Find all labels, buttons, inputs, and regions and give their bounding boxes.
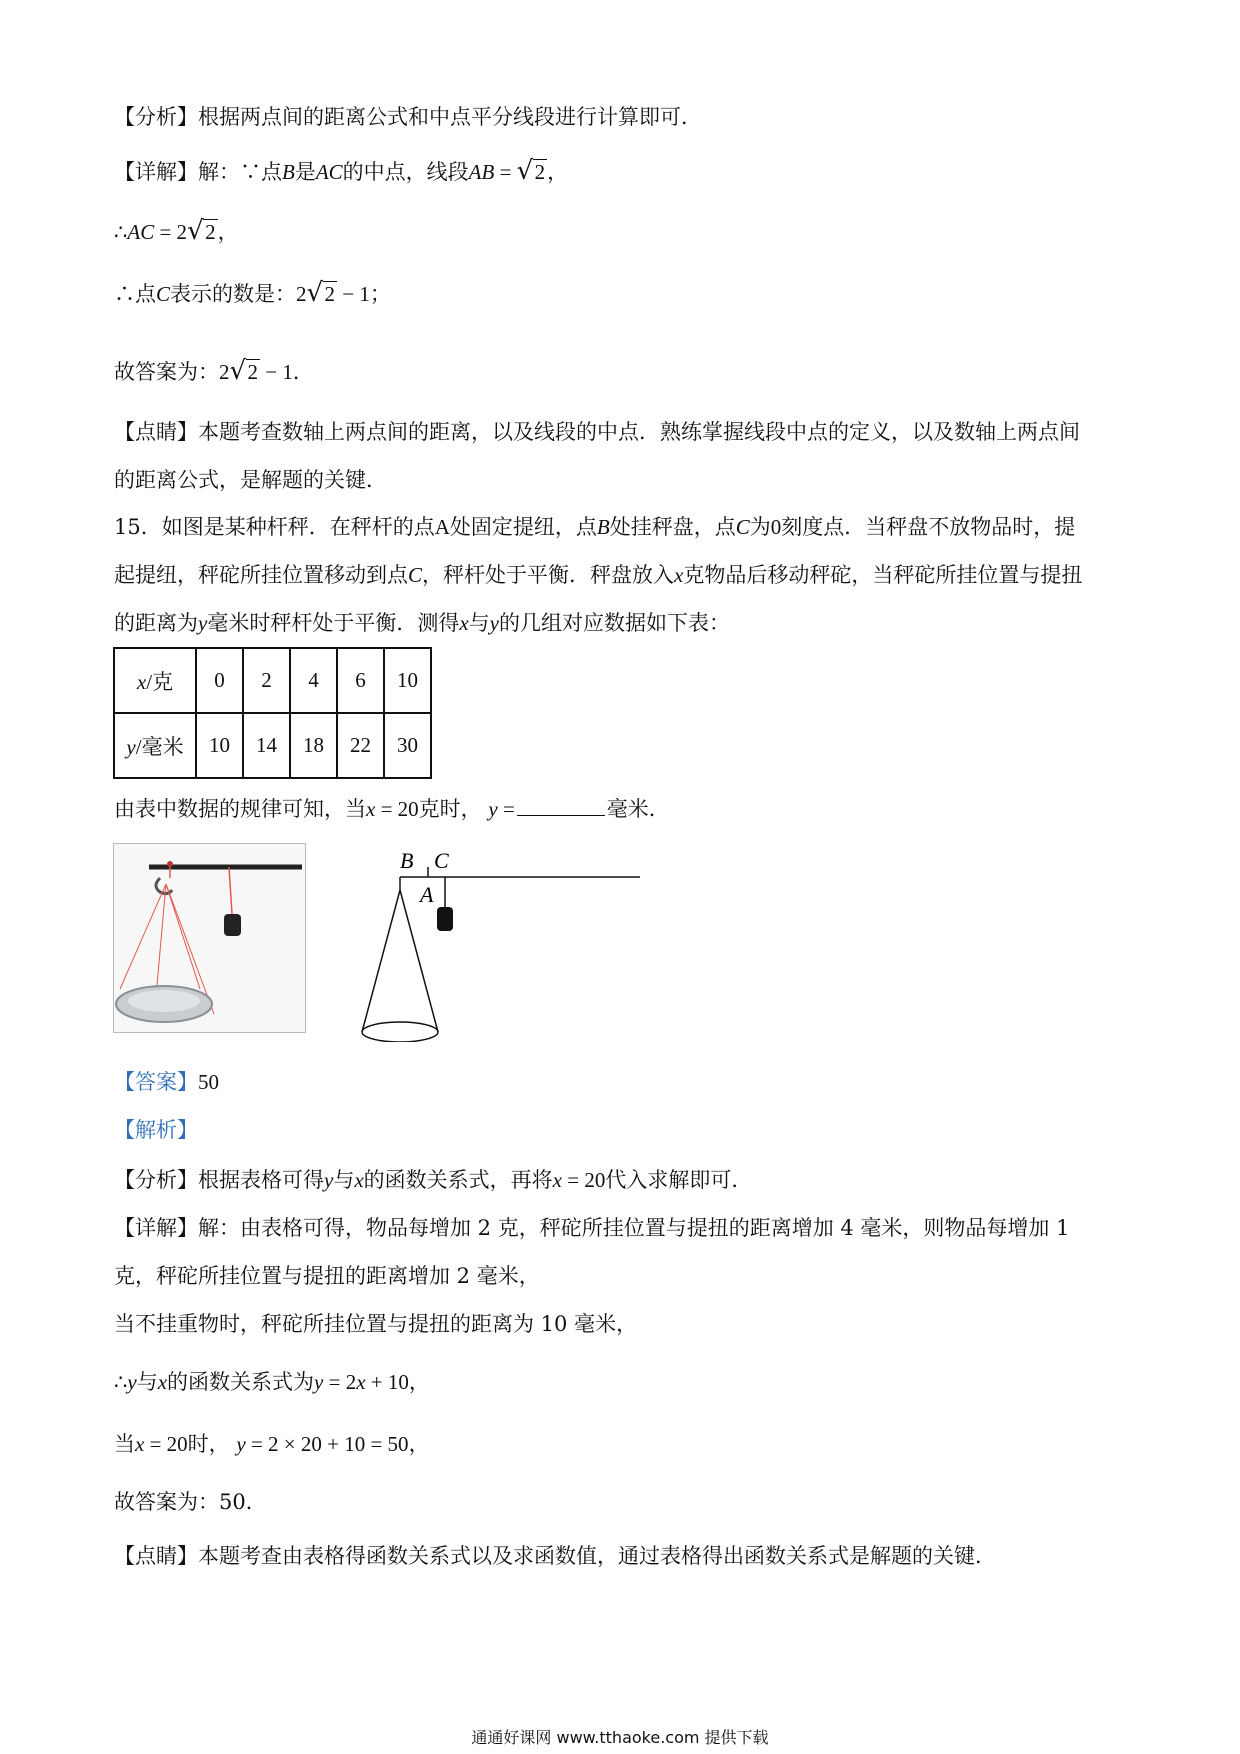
answer-line-15: 故答案为：50． (114, 1490, 267, 1514)
data-table (113, 647, 432, 779)
label-b: B (400, 848, 414, 873)
detail-line-3: ∴点C表示的数是：2 √ 2 − 1； (114, 278, 391, 308)
sqrt-symbol: √ 2 (516, 156, 546, 186)
question-15-ask: 由表中数据的规律可知，当x = 20克时， y = 毫米． (114, 797, 670, 821)
explanation-heading: 【解析】 (114, 1118, 198, 1142)
question-15-line-1: 15．如图是某种杆秤．在秤杆的点A处固定提纽，点B处挂秤盘，点C为0刻度点．当秤盘不放物品时，提 (114, 515, 1076, 539)
detail-line-15-4: ∴y与x的函数关系式为y = 2x + 10， (114, 1370, 430, 1394)
detail-line-1: 【详解】解：∵点B是AC的中点，线段AB = √ 2， (114, 156, 569, 186)
detail-line-15-2: 克，秤砣所挂位置与提扭的距离增加 2 毫米， (114, 1264, 540, 1288)
sqrt-symbol: √ 2 (229, 356, 258, 386)
sqrt-symbol: √ 2 (306, 278, 336, 308)
question-15-line-3: 的距离为y毫米时秤杆处于平衡．测得x与y的几组对应数据如下表： (114, 611, 730, 635)
table-row (114, 648, 431, 713)
detail-line-2: ∴AC = 2 √ 2， (114, 216, 239, 246)
detail-line-15-1: 【详解】解：由表格可得，物品每增加 2 克，秤砣所挂位置与提扭的距离增加 4 毫米，则物品每增加 1 (114, 1216, 1070, 1240)
table-cell: 4 (290, 648, 337, 713)
detail-line-15-5: 当x = 20时， y = 2 × 20 + 10 = 50， (114, 1432, 430, 1456)
table-cell: 30 (384, 713, 431, 778)
table-cell: 18 (290, 713, 337, 778)
footer-watermark: 通通好课网 www.tthaoke.com 提供下载 (471, 1728, 769, 1747)
table-cell: 10 (196, 713, 243, 778)
analysis-line: 【分析】根据两点间的距离公式和中点平分线段进行计算即可． (114, 105, 702, 129)
table-row (114, 713, 431, 778)
label-c: C (434, 848, 449, 873)
table-cell: 14 (243, 713, 290, 778)
answer-line: 【答案】50 (114, 1070, 219, 1094)
table-header-x: x/克 (114, 648, 196, 713)
answer-blank (517, 797, 605, 816)
detail-line-15-3: 当不挂重物时，秤砣所挂位置与提扭的距离为 10 毫米， (114, 1312, 638, 1336)
table-cell: 6 (337, 648, 384, 713)
answer-line-14: 故答案为：2 √ 2 − 1． (114, 356, 314, 386)
comment-line-15: 【点睛】本题考查由表格得函数关系式以及求函数值，通过表格得出函数关系式是解题的关键． (114, 1544, 996, 1568)
sqrt-symbol: √ 2 (187, 216, 216, 246)
table-cell: 10 (384, 648, 431, 713)
table-cell: 2 (243, 648, 290, 713)
comment-line-2: 的距离公式，是解题的关键． (114, 468, 387, 492)
analysis-line-15: 【分析】根据表格可得y与x的函数关系式，再将x = 20代入求解即可． (114, 1168, 753, 1192)
comment-line-1: 【点睛】本题考查数轴上两点间的距离，以及线段的中点．熟练掌握线段中点的定义，以及数轴上两点间 (114, 420, 1080, 444)
label-a: A (420, 882, 434, 907)
table-cell: 0 (196, 648, 243, 713)
table-cell: 22 (337, 713, 384, 778)
question-15-line-2: 起提纽，秤砣所挂位置移动到点C，秤杆处于平衡．秤盘放入x克物品后移动秤砣，当秤砣所挂位置与提扭 (114, 563, 1083, 587)
table-header-y: y/毫米 (114, 713, 196, 778)
steelyard-photo (113, 843, 306, 1033)
steelyard-diagram (350, 842, 650, 1042)
